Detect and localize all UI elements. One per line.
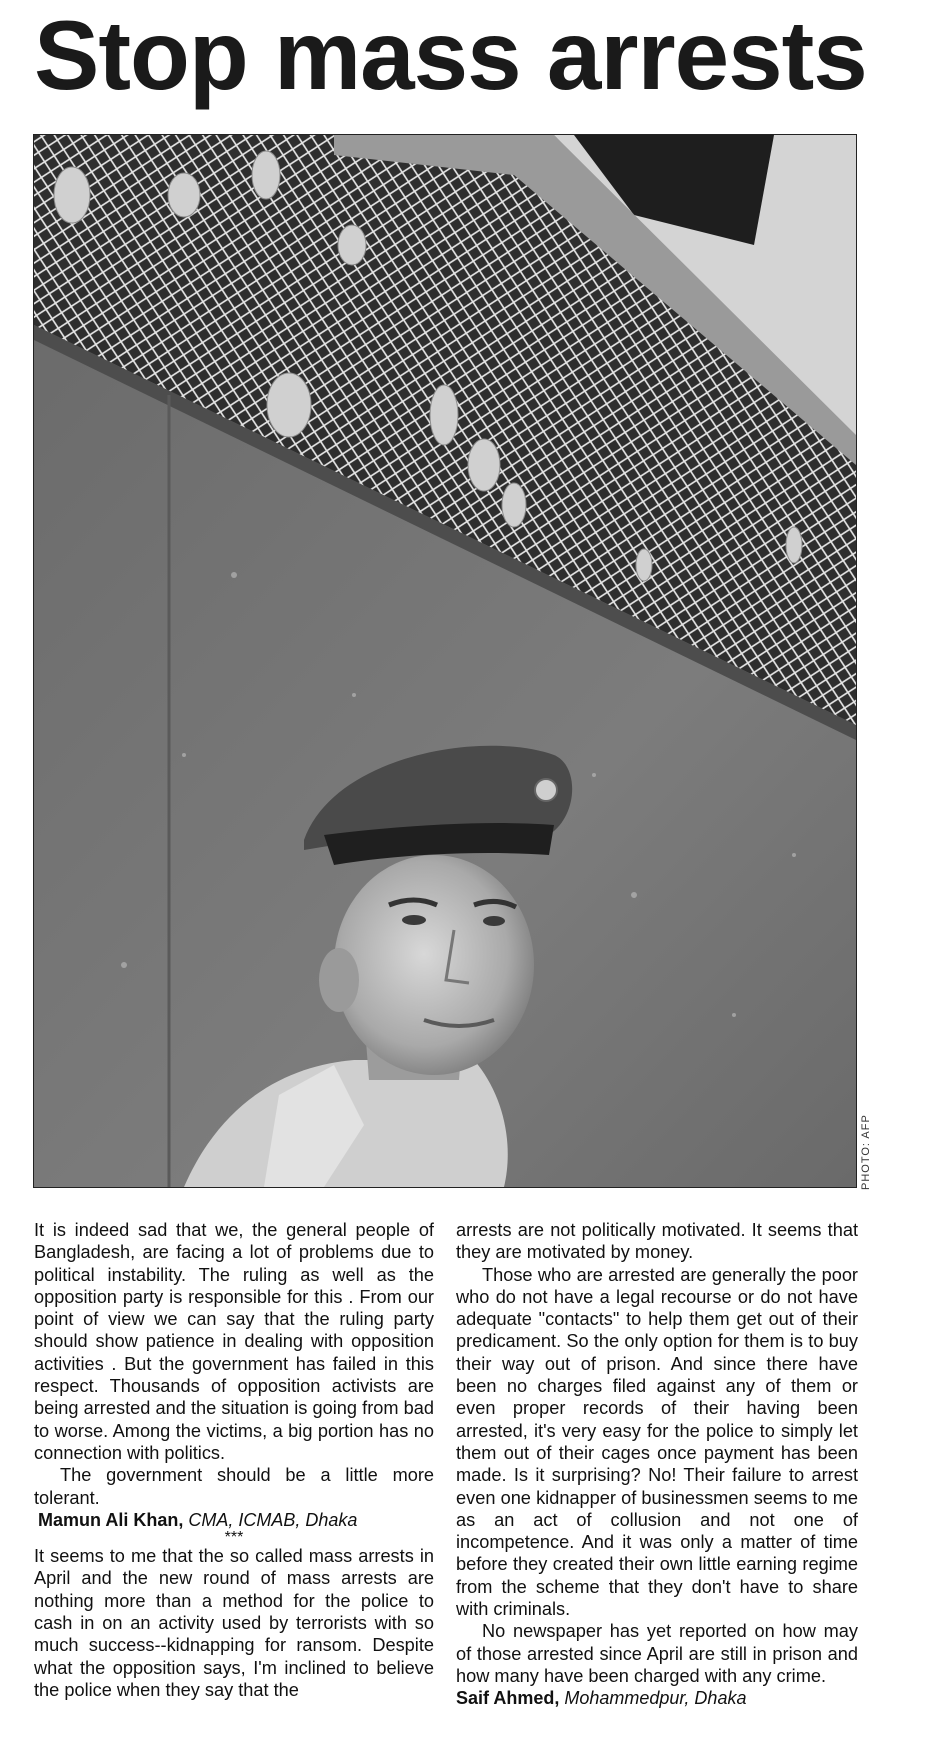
letter-separator: ***: [224, 1529, 244, 1547]
news-photo: [33, 134, 857, 1188]
letter2-signature: [456, 1687, 858, 1709]
letter2-affiliation: Mohammedpur, Dhaka: [564, 1688, 747, 1709]
letter2-paragraph-2: Those who are arrested are generally the poor who do not have a legal recourse or do not have adequate "contacts" to help them get out of their predicament. So the only option for them is to buy their way out of prison. And since there have been no charges filed against any of them or even proper records of their having been arrested, it's very easy for the police to simply let them out of their cages once payment has been made. Is it surprising? No! Their failure to arrest even one kidnapper of businessmen seems to me as an act of collusion and not one of incompetence. And it was only a matter of time before they created their own little earning regime from the scheme that they don't have to share with criminals.: [456, 1264, 858, 1620]
column-left: [34, 1219, 434, 1701]
photo-image: [34, 135, 856, 1187]
letter1-paragraph-1: It is indeed sad that we, the general people of Bangladesh, are facing a lot of problems due to political instability. The ruling as well as the opposition party is responsible for this . From our point of view we can say that the ruling party should show patience in dealing with opposition activities . But the government has failed in this respect. Thousands of opposition activists are being arrested and the situation is going from bad to worse. Among the victims, a big portion has no connection with politics.: [34, 1220, 434, 1463]
letter1-signature: [34, 1509, 434, 1531]
letter1-affiliation: CMA, ICMAB, Dhaka: [188, 1509, 358, 1530]
letter2-author: Saif Ahmed,: [456, 1688, 560, 1709]
letter1-author: Mamun Ali Khan,: [38, 1509, 184, 1530]
letter2-paragraph-3: No newspaper has yet reported on how may of those arrested since April are still in prison and how many have been charged with any crime.: [456, 1621, 858, 1686]
photo-credit: PHOTO: AFP: [860, 1114, 872, 1190]
letter2-paragraph-1: It seems to me that the so called mass arrests in April and the new round of mass arrests are nothing more than a method for the police to cash in on an activity used by terrorists with so much success--kidnapping for ransom. Despite what the opposition says, I'm inclined to believe the police when they say that the: [34, 1546, 434, 1700]
column-right: [456, 1219, 858, 1710]
letter2-paragraph-1-cont: arrests are not politically motivated. It seems that they are motivated by money.: [456, 1220, 858, 1263]
letter1-paragraph-2: The government should be a little more tolerant.: [34, 1465, 434, 1508]
headline: Stop mass arrests: [34, 0, 867, 110]
